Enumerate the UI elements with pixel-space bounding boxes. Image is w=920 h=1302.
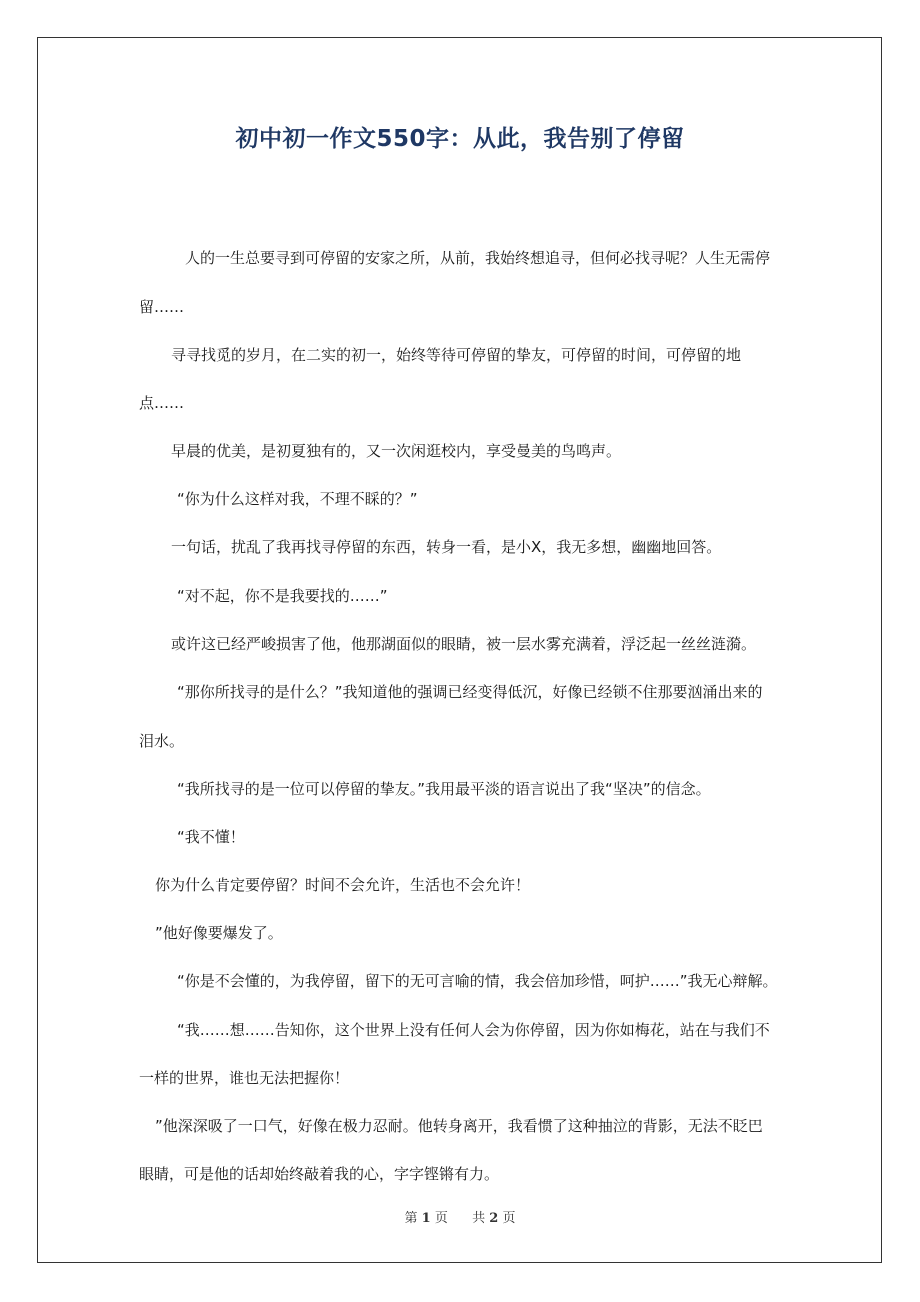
total-page-number: 2 bbox=[489, 1211, 499, 1226]
paragraph-line: “那你所找寻的是什么？”我知道他的强调已经变得低沉，好像已经锁不住那要汹涌出来的 bbox=[177, 683, 763, 701]
paragraph-line: 或许这已经严峻损害了他，他那湖面似的眼睛，被一层水雾充满着，浮泛起一丝丝涟漪。 bbox=[171, 635, 757, 653]
paragraph-line: “我不懂！ bbox=[177, 828, 245, 846]
paragraph-line: 人的一生总要寻到可停留的安家之所，从前，我始终想追寻，但何必找寻呢？人生无需停 bbox=[185, 249, 771, 267]
paragraph-line: 眼睛，可是他的话却始终敲着我的心，字字铿锵有力。 bbox=[139, 1165, 500, 1183]
paragraph-line: “对不起，你不是我要找的……” bbox=[177, 587, 388, 605]
total-unit: 页 bbox=[502, 1211, 516, 1226]
paragraph-line: “你是不会懂的，为我停留，留下的无可言喻的情，我会倍加珍惜，呵护……”我无心辩解。 bbox=[177, 972, 778, 990]
page-footer bbox=[0, 1207, 920, 1226]
paragraph-line: “你为什么这样对我，不理不睬的？” bbox=[177, 490, 418, 508]
page-prefix: 第 bbox=[404, 1211, 418, 1226]
paragraph-line: “我……想……告知你，这个世界上没有任何人会为你停留，因为你如梅花，站在与我们不 bbox=[177, 1021, 770, 1039]
paragraph-line: 泪水。 bbox=[139, 732, 185, 750]
paragraph-line: ”他深深吸了一口气，好像在极力忍耐。他转身离开，我看惯了这种抽泣的背影，无法不眨巴 bbox=[155, 1117, 763, 1135]
current-page-number: 1 bbox=[421, 1211, 431, 1226]
paragraph-line: 点…… bbox=[139, 394, 185, 412]
paragraph-line: 你为什么肯定要停留？时间不会允许，生活也不会允许！ bbox=[155, 876, 531, 894]
total-prefix: 共 bbox=[472, 1211, 486, 1226]
paragraph-line: “我所找寻的是一位可以停留的挚友。”我用最平淡的语言说出了我“坚决”的信念。 bbox=[177, 780, 711, 798]
page-unit: 页 bbox=[434, 1211, 448, 1226]
paragraph-line: 早晨的优美，是初夏独有的，又一次闲逛校内，享受曼美的鸟鸣声。 bbox=[171, 442, 622, 460]
paragraph-line: ”他好像要爆发了。 bbox=[155, 924, 283, 942]
paragraph-line: 寻寻找觅的岁月，在二实的初一，始终等待可停留的挚友，可停留的时间，可停留的地 bbox=[171, 346, 742, 364]
document-title: 初中初一作文550字：从此，我告别了停留 bbox=[235, 126, 685, 152]
paragraph-line: 一句话，扰乱了我再找寻停留的东西，转身一看，是小X，我无多想，幽幽地回答。 bbox=[171, 538, 722, 556]
paragraph-line: 一样的世界，谁也无法把握你！ bbox=[139, 1069, 350, 1087]
paragraph-line: 留…… bbox=[139, 298, 185, 316]
